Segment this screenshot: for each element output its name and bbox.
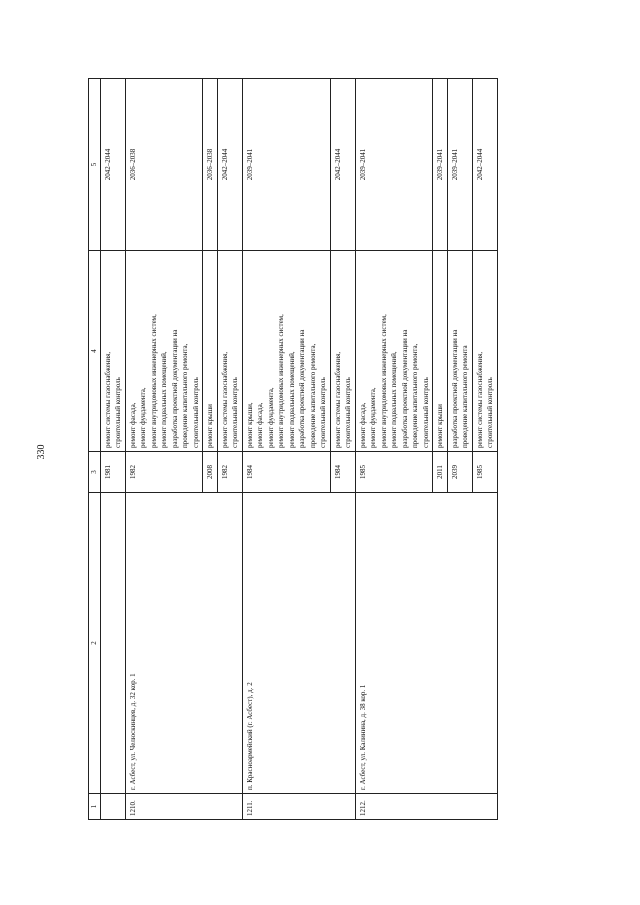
table-row — [100, 79, 125, 820]
period-cell: 2042–2044 — [100, 79, 125, 251]
header-cell-3: 3 — [89, 452, 101, 493]
header-cell-4: 4 — [89, 251, 101, 452]
period-cell: 2042–2044 — [472, 79, 497, 251]
header-cell-2: 2 — [89, 493, 101, 794]
year-cell: 1982 — [217, 452, 242, 493]
year-cell: 2008 — [203, 452, 218, 493]
period-cell: 2036–2038 — [203, 79, 218, 251]
period-cell: 2042–2044 — [217, 79, 242, 251]
work-type-cell: ремонт фасада, ремонт фундамента, ремонт внутридомовых инженерных систем, ремонт подвальных помещений, разработка проектной документации на проведение капитального ремонта, строительный контроль — [125, 251, 203, 452]
year-cell: 1985 — [355, 452, 433, 493]
row-number: 1212. — [355, 794, 497, 820]
work-type-cell: ремонт крыши — [433, 251, 448, 452]
period-cell: 2042–2044 — [330, 79, 355, 251]
table-row — [125, 79, 203, 820]
period-cell: 2039–2041 — [242, 79, 330, 251]
row-number — [100, 794, 125, 820]
table-header-row — [89, 79, 101, 820]
year-cell: 2011 — [433, 452, 448, 493]
row-number: 1210. — [125, 794, 242, 820]
period-cell: 2039–2041 — [355, 79, 433, 251]
work-type-cell: ремонт крыши, ремонт фасада, ремонт фундамента, ремонт внутридомовых инженерных систем, ремонт подвальных помещений, разработка проектной документации на проведение капитального ремонта, строительный контроль — [242, 251, 330, 452]
work-type-cell: ремонт системы газоснабжения, строительный контроль — [217, 251, 242, 452]
row-number: 1211. — [242, 794, 355, 820]
work-type-cell: разработка проектной документации на проведение капитального ремонта — [447, 251, 472, 452]
year-cell: 1981 — [100, 452, 125, 493]
header-cell-5: 5 — [89, 79, 101, 251]
page-number: 330 — [36, 444, 47, 460]
year-cell: 1985 — [472, 452, 497, 493]
address-cell: п. Красноармейский (г. Асбест), д. 2 — [242, 493, 355, 794]
work-type-cell: ремонт фасада, ремонт фундамента, ремонт внутридомовых инженерных систем, ремонт подвальных помещений, разработка проектной документации на проведение капитального ремонта, строительный контроль — [355, 251, 433, 452]
address-cell — [100, 493, 125, 794]
work-type-cell: ремонт системы газоснабжения, строительный контроль — [100, 251, 125, 452]
work-type-cell: ремонт крыши — [203, 251, 218, 452]
work-type-cell: ремонт системы газоснабжения, строительный контроль — [330, 251, 355, 452]
table-row — [355, 79, 433, 820]
repair-schedule-table — [88, 78, 498, 820]
work-type-cell: ремонт системы газоснабжения, строительный контроль — [472, 251, 497, 452]
year-cell: 1984 — [330, 452, 355, 493]
year-cell: 1982 — [125, 452, 203, 493]
period-cell: 2039–2041 — [433, 79, 448, 251]
header-cell-1: 1 — [89, 794, 101, 820]
address-cell: г. Асбест, ул. Челюскинцев, д. 32 кор. 1 — [125, 493, 242, 794]
address-cell: г. Асбест, ул. Калинина, д. 38 кор. 1 — [355, 493, 497, 794]
year-cell: 2039 — [447, 452, 472, 493]
period-cell: 2039–2041 — [447, 79, 472, 251]
year-cell: 1984 — [242, 452, 330, 493]
table-row — [242, 79, 330, 820]
period-cell: 2036–2038 — [125, 79, 203, 251]
